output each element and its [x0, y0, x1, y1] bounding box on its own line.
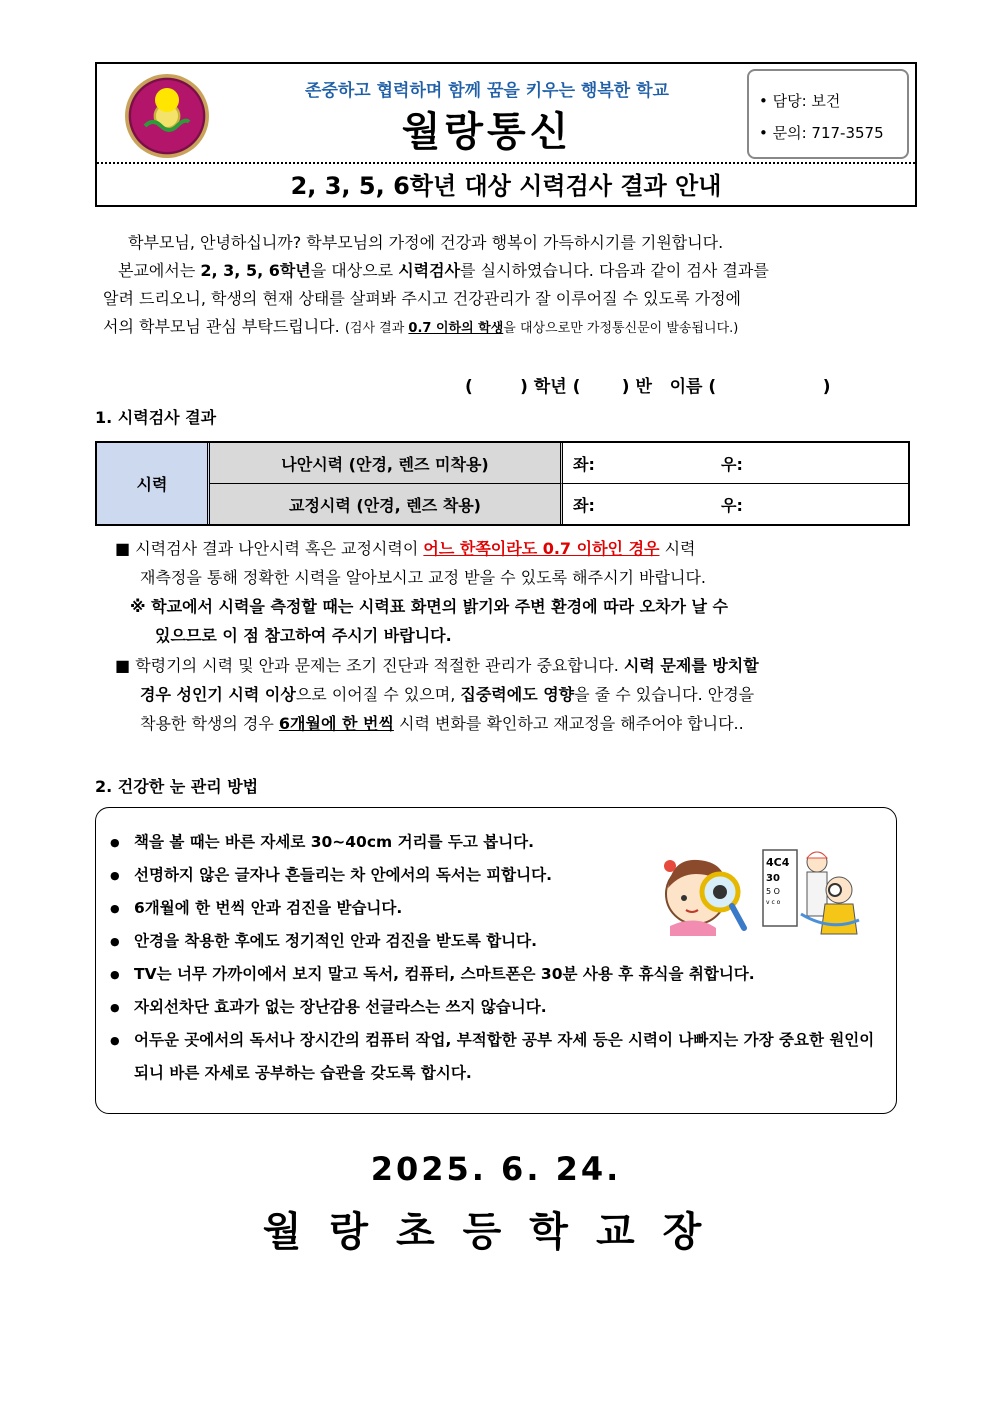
eye-care-item: ● 책을 볼 때는 바른 자세로 30~40cm 거리를 두고 봅니다. [110, 826, 885, 859]
note-2: ※ 학교에서 시력을 측정할 때는 시력표 화면의 밝기와 주변 환경에 따라 오차가 날 수 [130, 597, 729, 616]
section-1-heading: 1. 시력검사 결과 [95, 408, 217, 427]
logo-sun [155, 88, 179, 112]
naked-right-field[interactable]: 우: [721, 454, 743, 474]
eye-care-item: ● 자외선차단 효과가 없는 장난감용 선글라스는 쓰지 않습니다. [110, 991, 885, 1024]
note-2-cont: 있으므로 이 점 참고하여 주시기 바랍니다. [155, 626, 452, 645]
intro-greeting: 학부모님, 안녕하십니까? 학부모님의 가정에 건강과 행복이 가득하시기를 기원합니다. [128, 233, 724, 252]
corrected-vision-values [563, 484, 908, 524]
corrected-right-field[interactable]: 우: [721, 495, 743, 515]
naked-vision-values [563, 443, 908, 484]
eye-care-box [95, 807, 897, 1114]
principal-signature: 월랑초등학교장 [262, 1209, 730, 1255]
school-logo [125, 74, 209, 158]
corrected-left-field[interactable]: 좌: [573, 495, 595, 515]
note-1-cont: 재측정을 통해 정확한 시력을 알아보시고 교정 받을 수 있도록 해주시기 바랍니다. [140, 568, 706, 587]
newsletter-title: 월랑통신 [401, 109, 573, 155]
note-3-cont-2: 착용한 학생의 경우 6개월에 한 번씩 시력 변화를 확인하고 재교정을 해주어야 합니다.. [140, 714, 744, 733]
naked-left-field[interactable]: 좌: [573, 454, 595, 474]
school-slogan: 존중하고 협력하며 함께 꿈을 키우는 행복한 학교 [305, 81, 669, 101]
intro-line-3: 알려 드리오니, 학생의 현재 상태를 살펴봐 주시고 건강관리가 잘 이루어질 수 있도록 가정에 [103, 289, 741, 308]
svg-text:4C4: 4C4 [766, 856, 790, 869]
eye-care-item: ● 선명하지 않은 글자나 흔들리는 차 안에서의 독서는 피합니다. [110, 859, 885, 892]
newsletter-header [95, 62, 917, 207]
svg-text:30: 30 [766, 873, 780, 884]
contact-phone: • 문의: 717-3575 [759, 124, 884, 142]
section-2-heading: 2. 건강한 눈 관리 방법 [95, 777, 259, 796]
vision-result-table [95, 441, 910, 526]
note-1: ■ 시력검사 결과 나안시력 혹은 교정시력이 어느 한쪽이라도 0.7 이하인 경우 시력 [115, 539, 696, 558]
naked-vision-label: 나안시력 (안경, 렌즈 미착용) [210, 443, 563, 484]
eye-care-item: ● 안경을 착용한 후에도 정기적인 안과 검진을 받도록 합니다. [110, 925, 885, 958]
eye-exam-illustration [761, 844, 861, 936]
eye-care-item: ● TV는 너무 가까이에서 보지 말고 독서, 컴퓨터, 스마트폰은 30분 사용 후 휴식을 취합니다. [110, 958, 884, 991]
note-3: ■ 학령기의 시력 및 안과 문제는 조기 진단과 적절한 관리가 중요합니다. 시력 문제를 방치할 [115, 656, 759, 675]
header-divider [97, 162, 915, 164]
intro-line-4: 서의 학부모님 관심 부탁드립니다. (검사 결과 0.7 이하의 학생을 대상으로만 가정통신문이 발송됩니다.) [103, 317, 739, 336]
contact-manager: • 담당: 보건 [759, 92, 841, 110]
eye-care-item: ● 어두운 곳에서의 독서나 장시간의 컴퓨터 작업, 부적합한 공부 자세 등은 시력이 나빠지는 가장 중요한 원인이 되니 바른 자세로 공부하는 습관을 갖도록 합시다. [110, 1024, 884, 1090]
magnifier-girl-illustration [656, 844, 748, 936]
intro-line-2: 본교에서는 2, 3, 5, 6학년을 대상으로 시력검사를 실시하였습니다. 다음과 같이 검사 결과를 [118, 261, 769, 280]
note-3-cont: 경우 성인기 시력 이상으로 이어질 수 있으며, 집중력에도 영향을 줄 수 있습니다. 안경을 [140, 685, 755, 704]
svg-text:5 O: 5 O [766, 887, 780, 896]
vision-row-label: 시력 [97, 443, 210, 524]
issue-date: 2025. 6. 24. [370, 1150, 622, 1188]
student-info-line: ( ) 학년 ( ) 반 이름 ( ) [465, 377, 831, 397]
notice-subtitle: 2, 3, 5, 6학년 대상 시력검사 결과 안내 [290, 172, 722, 200]
logo-wave-icon [143, 116, 191, 132]
contact-box [747, 69, 909, 159]
corrected-vision-label: 교정시력 (안경, 렌즈 착용) [210, 484, 563, 524]
svg-text:v c o: v c o [766, 899, 781, 906]
eye-care-item: ● 6개월에 한 번씩 안과 검진을 받습니다. [110, 892, 885, 925]
